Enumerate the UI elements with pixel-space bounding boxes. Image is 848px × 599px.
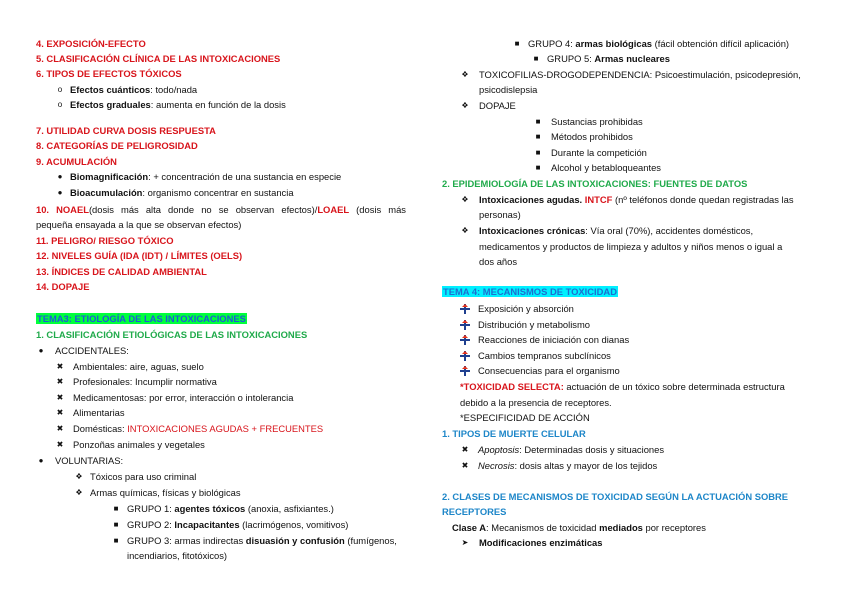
list-item: ■ Sustancias prohibidas	[533, 116, 643, 128]
list-item: ● Biomagnificación: + concentración de una sustancia en especie	[55, 171, 341, 183]
list-item: ■ GRUPO 4: armas biológicas (fácil obtención difícil aplicación)	[512, 38, 789, 50]
grupo3-cont: incendiarios, fitotóxicos)	[127, 550, 228, 561]
diamond-bullet-icon: ❖	[461, 70, 469, 79]
list-item: ● Bioacumulación: organismo concentrar en sustancia	[55, 187, 294, 199]
list-item: ■ GRUPO 1: agentes tóxicos (anoxia, asfixiantes.)	[111, 503, 334, 515]
list-item: ✖ Ambientales: aire, aguas, suelo	[56, 361, 204, 372]
list-item: Distribución y metabolismo	[460, 319, 590, 331]
square-bullet-icon: ■	[113, 536, 119, 545]
noael-line: 10. NOAEL(dosis más alta donde no se observan efectos)/LOAEL (dosis más	[36, 204, 406, 215]
list-item: o Efectos cuánticos: todo/nada	[55, 84, 197, 96]
list-item: ■ GRUPO 3: armas indirectas disuasión y confusión (fumígenos,	[111, 535, 397, 547]
cronicas-cont: medicamentos y productos de limpieza y adultos y niños menos o igual a	[479, 241, 783, 252]
diamond-bullet-icon: ❖	[75, 488, 83, 497]
especificidad: *ESPECIFICIDAD DE ACCIÓN	[460, 412, 590, 423]
square-bullet-icon: ■	[535, 132, 541, 141]
item-4: 4. EXPOSICIÓN-EFECTO	[36, 38, 146, 49]
list-item: ❖ DOPAJE	[461, 100, 516, 111]
dot-bullet-icon: ●	[38, 456, 44, 465]
x-bullet-icon: ✖	[56, 408, 64, 417]
x-bullet-icon: ✖	[56, 362, 64, 371]
list-item: ✖ Domésticas: INTOXICACIONES AGUDAS + FRECUENTES	[56, 423, 324, 434]
square-bullet-icon: ■	[514, 39, 520, 48]
list-item: ➤ Modificaciones enzimáticas	[461, 537, 603, 548]
dot-bullet-icon: ●	[57, 172, 63, 181]
tipos-muerte-heading: 1. TIPOS DE MUERTE CELULAR	[442, 428, 586, 439]
list-item: ■ Métodos prohibidos	[533, 131, 633, 143]
square-bullet-icon: ■	[113, 504, 119, 513]
toxicofilias-cont: psicodislepsia	[479, 84, 538, 95]
list-item: ✖ Alimentarias	[56, 407, 125, 418]
square-bullet-icon: ■	[533, 54, 539, 63]
dot-bullet-icon: ●	[57, 188, 63, 197]
agudas-cont: personas)	[479, 209, 521, 220]
square-bullet-icon: ■	[535, 148, 541, 157]
list-item: Exposición y absorción	[460, 303, 574, 315]
arrow-bullet-icon	[460, 304, 470, 314]
list-item: ✖ Apoptosis: Determinadas dosis y situaciones	[461, 444, 665, 455]
diamond-bullet-icon: ❖	[461, 226, 469, 235]
list-item: ✖ Ponzoñas animales y vegetales	[56, 439, 205, 450]
epidemiologia-heading: 2. EPIDEMIOLOGÍA DE LAS INTOXICACIONES: FUENTES DE DATOS	[442, 178, 748, 189]
item-5: 5. CLASIFICACIÓN CLÍNICA DE LAS INTOXICACIONES	[36, 53, 281, 64]
list-item: o Efectos graduales: aumenta en función de la dosis	[55, 99, 286, 111]
list-item: ❖ Intoxicaciones crónicas: Vía oral (70%), accidentes domésticos,	[461, 225, 754, 236]
selecta-cont: debido a la presencia de receptores.	[460, 397, 612, 408]
list-item: ❖ Armas químicas, físicas y biológicas	[75, 487, 241, 498]
list-item: Reacciones de iniciación con dianas	[460, 334, 629, 346]
tema4-heading: TEMA 4: MECANISMOS DE TOXICIDAD	[443, 286, 617, 297]
item-12: 12. NIVELES GUÍA (IDA (IDT) / LÍMITES (OELS)	[36, 250, 243, 261]
list-item: ■ GRUPO 2: Incapacitantes (lacrimógenos, vomitivos)	[111, 519, 348, 531]
arrowhead-bullet-icon: ➤	[461, 538, 469, 547]
clase-a-line: Clase A: Mecanismos de toxicidad mediados por receptores	[452, 522, 706, 533]
item-7: 7. UTILIDAD CURVA DOSIS RESPUESTA	[36, 125, 216, 136]
diamond-bullet-icon: ❖	[461, 101, 469, 110]
x-bullet-icon: ✖	[56, 377, 64, 386]
square-bullet-icon: ■	[535, 163, 541, 172]
circle-bullet-icon: o	[57, 85, 63, 94]
x-bullet-icon: ✖	[56, 393, 64, 402]
list-item: ■ Alcohol y betabloqueantes	[533, 162, 661, 174]
list-item: ✖ Profesionales: Incumplir normativa	[56, 376, 217, 387]
diamond-bullet-icon: ❖	[75, 472, 83, 481]
x-bullet-icon: ✖	[56, 440, 64, 449]
dot-bullet-icon: ●	[38, 346, 44, 355]
item-8: 8. CATEGORÍAS DE PELIGROSIDAD	[36, 140, 198, 151]
square-bullet-icon: ■	[113, 520, 119, 529]
clasificacion-heading: 1. CLASIFICACIÓN ETIOLÓGICAS DE LAS INTOXICACIONES	[36, 329, 308, 340]
list-item: ✖ Medicamentosas: por error, interacción o intolerancia	[56, 392, 294, 403]
list-item: ❖ TOXICOFILIAS-DROGODEPENDENCIA: Psicoestimulación, psicodepresión,	[461, 69, 801, 80]
clases-heading: 2. CLASES DE MECANISMOS DE TOXICIDAD SEGÚN LA ACTUACIÓN SOBRE	[442, 491, 789, 502]
arrow-bullet-icon	[460, 335, 470, 345]
item-13: 13. ÍNDICES DE CALIDAD AMBIENTAL	[36, 266, 207, 277]
cronicas-cont-2: dos años	[479, 256, 518, 267]
arrow-bullet-icon	[460, 351, 470, 361]
list-item: ❖ Intoxicaciones agudas. INTCF (nº teléfonos donde quedan registradas las	[461, 194, 794, 205]
list-item: ■ GRUPO 5: Armas nucleares	[531, 53, 670, 65]
diamond-bullet-icon: ❖	[461, 195, 469, 204]
item-9: 9. ACUMULACIÓN	[36, 156, 117, 167]
clases-heading-2: RECEPTORES	[442, 506, 507, 517]
selecta-line: *TOXICIDAD SELECTA: actuación de un tóxico sobre determinada estructura	[460, 381, 785, 392]
tema3-heading: TEMA3: ETIOLOGÍA DE LAS INTOXICACIONES	[37, 313, 246, 324]
arrow-bullet-icon	[460, 366, 470, 376]
x-bullet-icon: ✖	[56, 424, 64, 433]
x-bullet-icon: ✖	[461, 445, 469, 454]
arrow-bullet-icon	[460, 320, 470, 330]
item-11: 11. PELIGRO/ RIESGO TÓXICO	[36, 235, 174, 246]
list-item: ■ Durante la competición	[533, 147, 647, 159]
noael-line-2: pequeña ensayada a la que se observan efectos)	[36, 219, 242, 230]
list-item: ✖ Necrosis: dosis altas y mayor de los tejidos	[461, 460, 658, 471]
list-item: ❖ Tóxicos para uso criminal	[75, 471, 197, 482]
x-bullet-icon: ✖	[461, 461, 469, 470]
list-item: Consecuencias para el organismo	[460, 365, 620, 377]
square-bullet-icon: ■	[535, 117, 541, 126]
list-item: Cambios tempranos subclínicos	[460, 350, 611, 362]
list-item: ● VOLUNTARIAS:	[36, 455, 123, 467]
item-6: 6. TIPOS DE EFECTOS TÓXICOS	[36, 68, 182, 79]
list-item: ● ACCIDENTALES:	[36, 345, 129, 357]
circle-bullet-icon: o	[57, 100, 63, 109]
item-14: 14. DOPAJE	[36, 281, 90, 292]
